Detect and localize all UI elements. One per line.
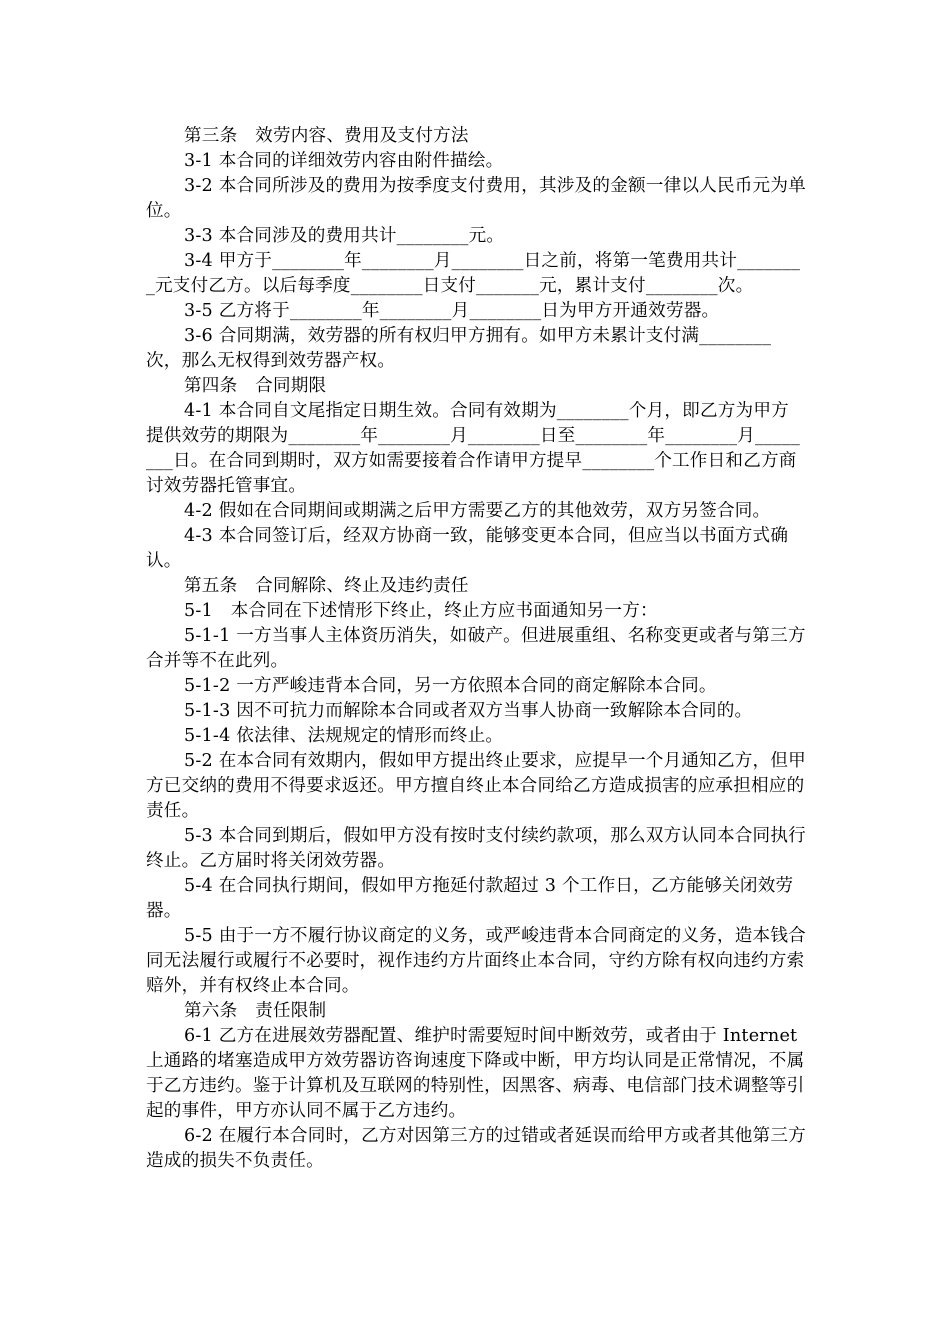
article-5-heading: 第五条 合同解除、终止及违约责任 [184,576,469,596]
clause-3-6: 3-6 合同期满，效劳器的所有权归甲方拥有。如甲方未累计支付满________次，那么无权得到效劳器产权。 [146,326,772,371]
article-4-heading: 第四条 合同期限 [184,376,327,396]
clause-6-2: 6-2 在履行本合同时，乙方对因第三方的过错或者延误而给甲方或者其他第三方造成的损失不负责任。 [146,1126,806,1171]
clause-5-1: 5-1 本合同在下述情形下终止，终止方应书面通知另一方： [184,601,658,621]
clause-6-1: 6-1 乙方在进展效劳器配置、维护时需要短时间中断效劳，或者由于 Internet 上通路的堵塞造成甲方效劳器访咨询速度下降或中断，甲方均认同是正常情况，不属于乙方违约。鉴于计算机及互联网的特别性，因黑客、病毒、电信部门技术调整等引起的事件，甲方亦认同不属于乙方违约。 [146,1026,805,1121]
clause-5-1-4: 5-1-4 依法律、法规规定的情形而终止。 [184,726,504,746]
contract-body [146,124,806,1174]
clause-5-2: 5-2 在本合同有效期内，假如甲方提出终止要求，应提早一个月通知乙方，但甲方已交纳的费用不得要求返还。甲方擅自终止本合同给乙方造成损害的应承担相应的责任。 [146,751,806,821]
clause-4-1: 4-1 本合同自文尾指定日期生效。合同有效期为________个月，即乙方为甲方提供效劳的期限为________年________月________日至________年________月________日。在合同到期时，双方如需要接着合作请甲方提早________个工作日和乙方商讨效劳器托管事宜。 [146,401,800,496]
clause-5-1-3: 5-1-3 因不可抗力而解除本合同或者双方当事人协商一致解除本合同的。 [184,701,753,721]
clause-5-4: 5-4 在合同执行期间，假如甲方拖延付款超过 3 个工作日，乙方能够关闭效劳器。 [146,876,794,921]
clause-3-3: 3-3 本合同涉及的费用共计________元。 [184,226,505,246]
clause-5-1-1: 5-1-1 一方当事人主体资历消失，如破产。但进展重组、名称变更或者与第三方合并等不在此列。 [146,626,806,671]
clause-3-2: 3-2 本合同所涉及的费用为按季度支付费用，其涉及的金额一律以人民币元为单位。 [146,176,806,221]
clause-3-1: 3-1 本合同的详细效劳内容由附件描绘。 [184,151,504,171]
clause-3-5: 3-5 乙方将于________年________月________日为甲方开通效劳器。 [184,301,720,321]
article-6-heading: 第六条 责任限制 [184,1001,327,1021]
clause-5-1-2: 5-1-2 一方严峻违背本合同，另一方依照本合同的商定解除本合同。 [184,676,717,696]
clause-4-3: 4-3 本合同签订后，经双方协商一致，能够变更本合同，但应当以书面方式确认。 [146,526,789,571]
clause-5-3: 5-3 本合同到期后，假如甲方没有按时支付续约款项，那么双方认同本合同执行终止。乙方届时将关闭效劳器。 [146,826,806,871]
clause-3-4: 3-4 甲方于________年________月________日之前，将第一笔费用共计________元支付乙方。以后每季度________日支付_______元，累计支付________次。 [146,251,801,296]
article-3-heading: 第三条 效劳内容、费用及支付方法 [184,126,469,146]
clause-4-2: 4-2 假如在合同期间或期满之后甲方需要乙方的其他效劳，双方另签合同。 [184,501,771,521]
clause-5-5: 5-5 由于一方不履行协议商定的义务，或严峻违背本合同商定的义务，造本钱合同无法履行或履行不必要时，视作违约方片面终止本合同，守约方除有权向违约方索赔外，并有权终止本合同。 [146,926,806,996]
